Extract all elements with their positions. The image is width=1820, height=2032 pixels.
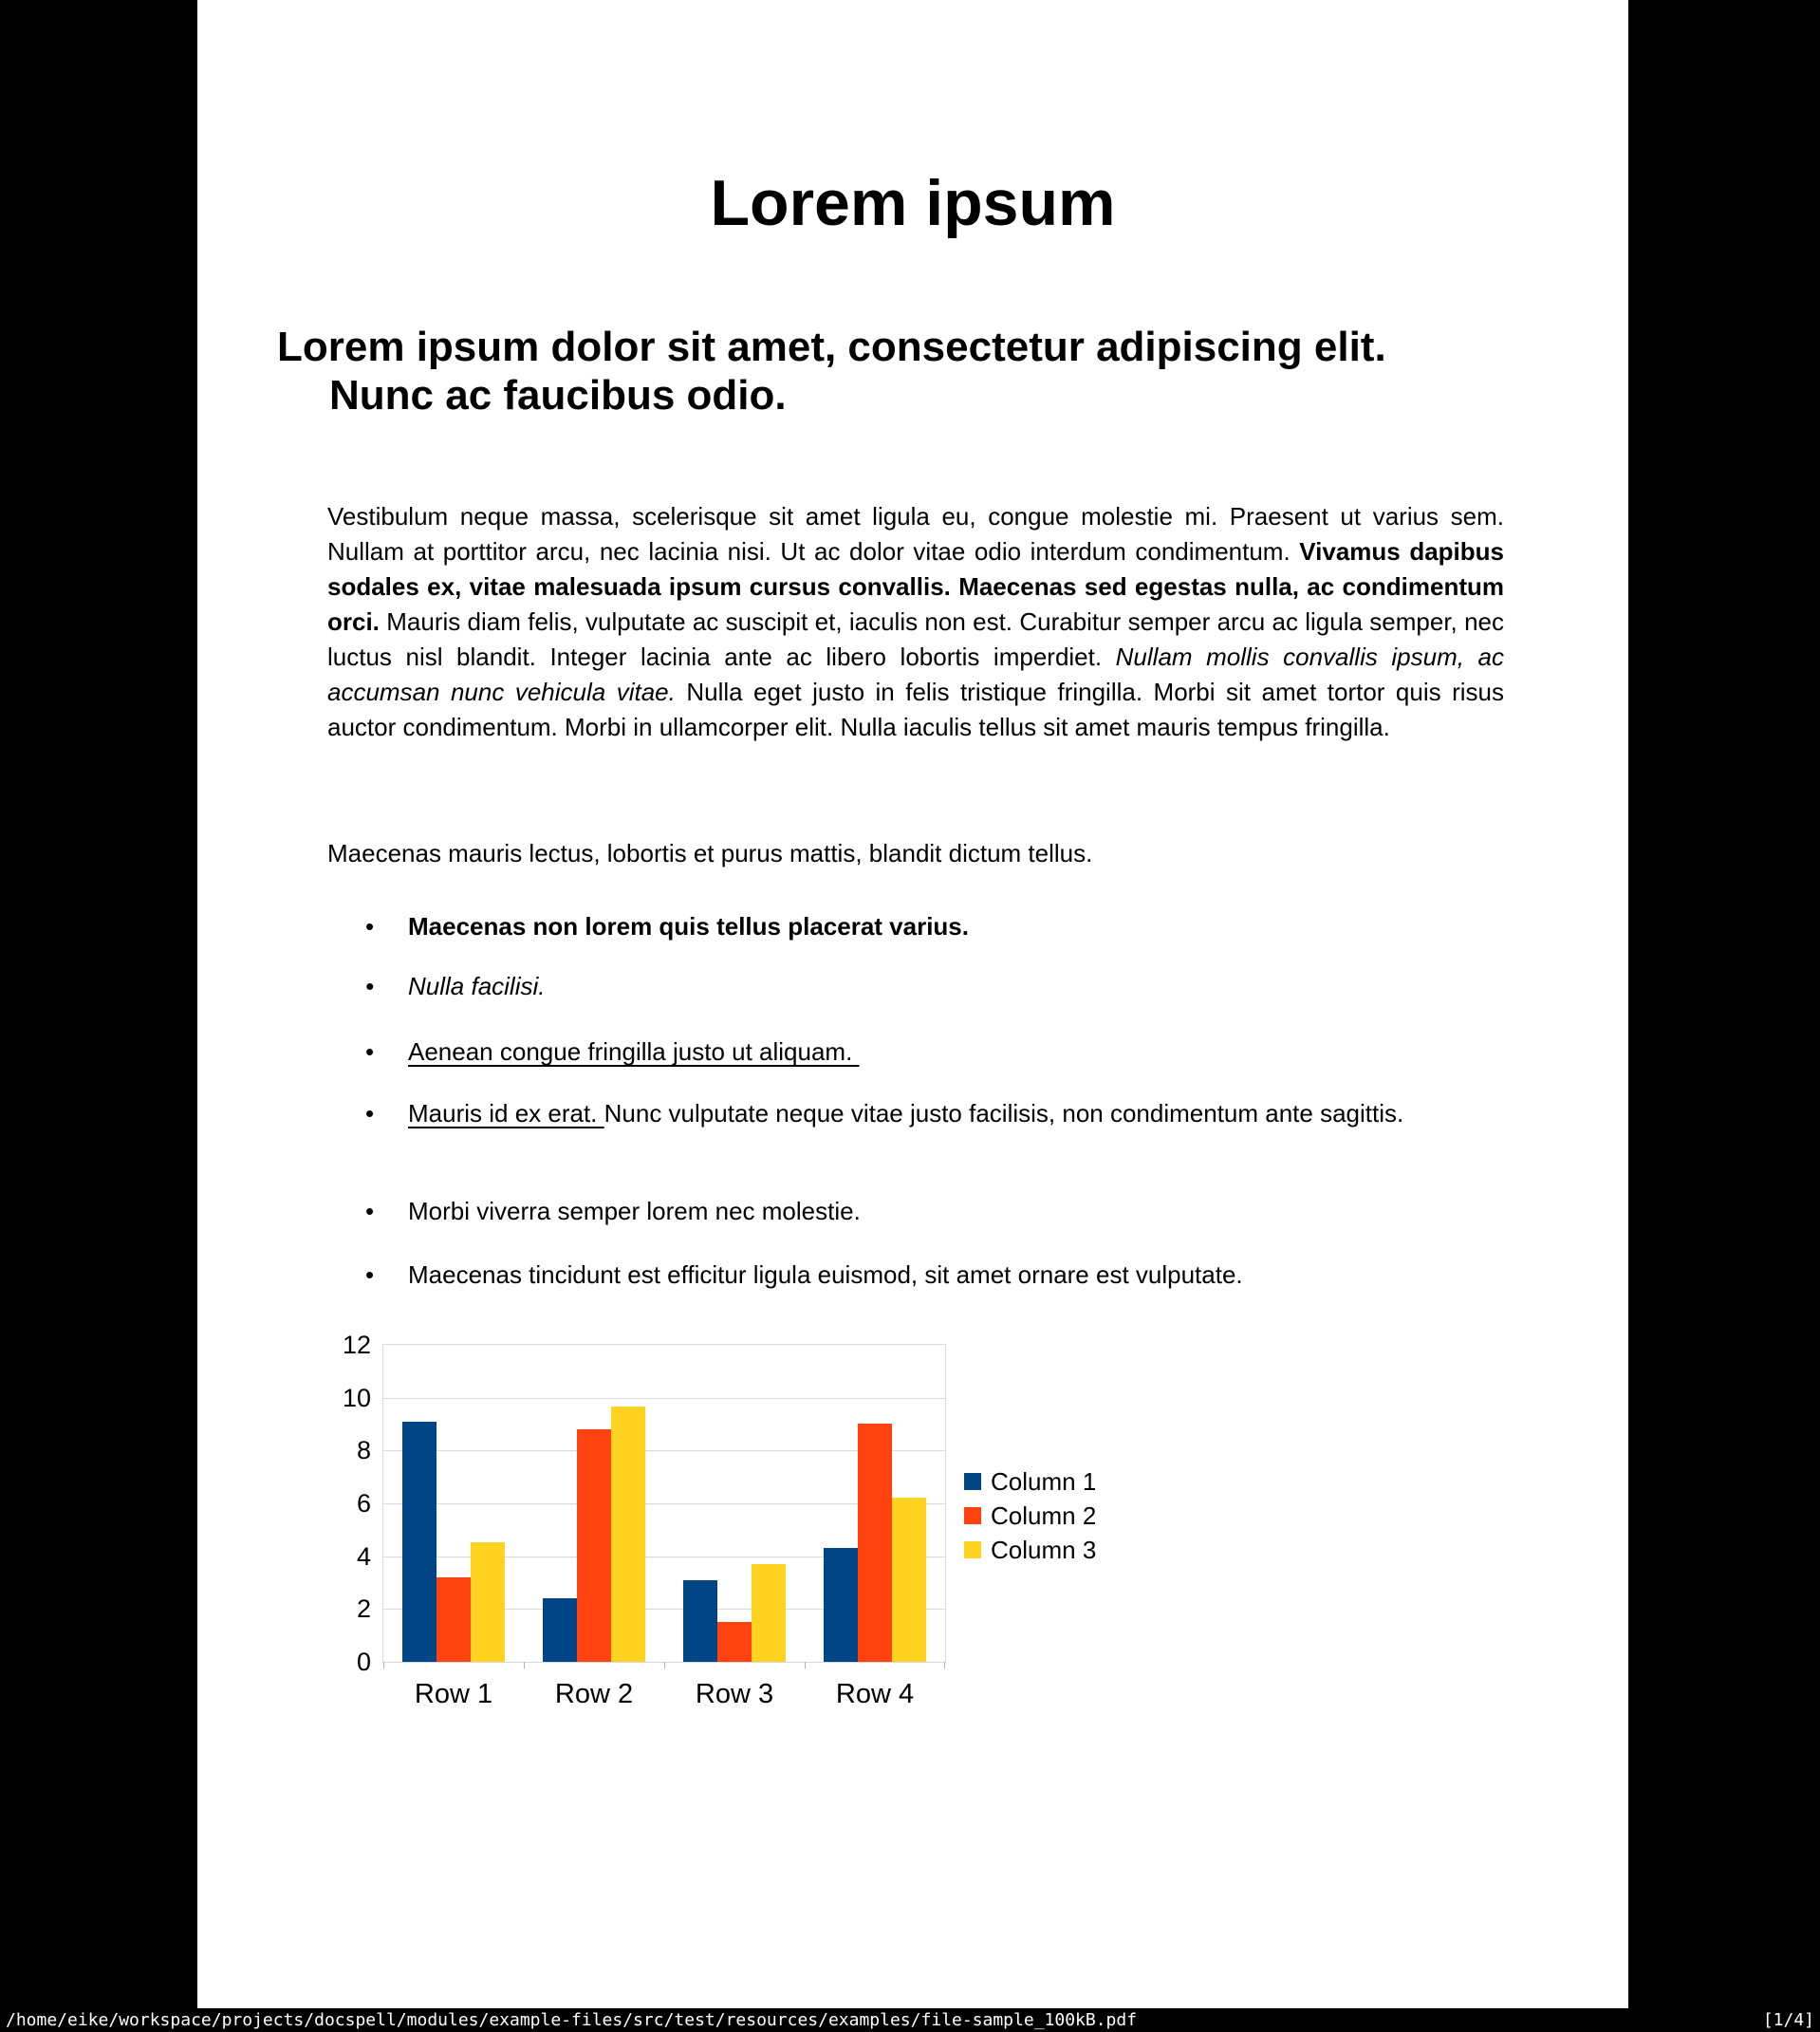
chart-x-label: Row 3 [695,1679,774,1709]
chart-y-tick-label: 0 [356,1648,371,1676]
bullet-item [365,1191,1504,1232]
chart-bar-column-2-row-2 [577,1429,611,1662]
chart-x-label: Row 4 [835,1679,915,1709]
chart-x-label: Row 2 [554,1679,634,1709]
chart-bar-column-2-row-4 [858,1424,892,1662]
bullet-item [365,1032,1504,1072]
heading-line-1: Lorem ipsum dolor sit amet, consectetur adipiscing elit. [277,324,1386,370]
chart-x-axis-tick [383,1662,384,1668]
status-bar [0,2008,1820,2032]
text-segment-bold: Vivamus dapibus sodales ex, vitae malesuada ipsum cursus convallis. Maecenas sed egestas nulla, ac condimentum orci. [327,537,1505,636]
text-segment-regular: Nulla eget justo in felis tristique fringilla. Morbi sit amet tortor quis risus auctor condimentum. Morbi in ullamcorper elit. Nulla iaculis tellus sit amet mauris tempus fringilla. [327,678,1504,741]
bullet-item [365,906,1504,947]
chart-bar-column-1-row-4 [824,1548,858,1662]
bullet-marker: • [365,1099,375,1128]
document-title: Lorem ipsum [710,167,1116,239]
legend-label: Column 3 [991,1536,1097,1564]
chart-gridline [383,1398,945,1399]
legend-entry [964,1533,1096,1567]
text-segment-regular: Vestibulum neque massa, scelerisque sit amet ligula eu, congue molestie mi. Praesent ut varius sem. Nullam at porttitor arcu, nec lacinia nisi. Ut ac dolor vitae odio interdum condimentum. [327,502,1504,566]
bullet-item [365,966,1504,1007]
text-segment-underline: Aenean congue fringilla justo ut aliquam. [408,1037,860,1066]
text-segment-regular: Mauris diam felis, vulputate ac suscipit et, iaculis non est. Curabitur semper arcu ac ligula semper, nec luctus nisl blandit. Integer lacinia ante ac libero lobortis imperdiet. [327,607,1504,671]
bullet-marker: • [365,1260,375,1289]
heading-line-2: Nunc ac faucibus odio. [329,372,787,419]
chart-y-tick-label: 8 [356,1436,371,1465]
chart-y-tick-label: 6 [356,1489,371,1518]
chart-x-axis-tick [944,1662,945,1668]
legend-entry [964,1499,1096,1533]
chart-bar-column-2-row-3 [717,1622,752,1662]
chart-bar-column-3-row-3 [752,1564,786,1662]
document-page [197,0,1628,2008]
text-segment-regular: Nunc vulputate neque vitae justo facilisis, non condimentum ante sagittis. [604,1099,1404,1128]
bullet-marker: • [365,1197,375,1225]
bullet-item [365,1093,1504,1134]
bar-chart-plot-area [342,1331,1097,1709]
legend-label: Column 1 [991,1467,1097,1496]
chart-bar-column-3-row-1 [471,1542,505,1662]
file-path: /home/eike/workspace/projects/docspell/modules/example-files/src/test/resources/examples/file-sample_100kB.pdf [6,2010,1138,2030]
bullet-marker: • [365,972,375,1000]
bullet-item [365,1255,1504,1296]
chart-bar-column-1-row-2 [543,1598,577,1662]
chart-bar-column-2-row-1 [436,1577,471,1662]
text-segment-bold: Maecenas non lorem quis tellus placerat varius. [408,912,969,941]
text-segment-italic: Nulla facilisi. [408,972,546,1000]
bullet-marker: • [365,912,375,941]
chart-x-axis-tick [805,1662,806,1668]
legend-swatch [964,1541,981,1558]
legend-entry [964,1464,1096,1499]
body-paragraph [327,499,1504,745]
text-segment-underline: Mauris id ex erat. [408,1099,604,1128]
text-segment-regular: Maecenas tincidunt est efficitur ligula euismod, sit amet ornare est vulputate. [408,1260,1243,1289]
chart-x-axis-tick [664,1662,665,1668]
chart-legend [964,1464,1096,1567]
document-heading [197,323,1559,419]
chart-bar-column-3-row-2 [611,1407,645,1662]
text-segment-italic: Nullam mollis convallis ipsum, ac accumsan nunc vehicula vitae. [327,643,1504,706]
legend-label: Column 2 [991,1501,1097,1530]
legend-swatch [964,1507,981,1524]
chart-bar-column-3-row-4 [892,1498,926,1662]
chart-y-tick-label: 4 [356,1541,371,1571]
legend-swatch [964,1473,981,1490]
chart-y-tick-label: 10 [342,1383,371,1412]
chart-y-tick-label: 12 [342,1331,371,1359]
chart-x-label: Row 1 [414,1679,493,1709]
chart-bar-column-1-row-1 [402,1422,436,1662]
chart-x-axis-tick [524,1662,525,1668]
chart-bar-column-1-row-3 [683,1580,717,1662]
body-paragraph: Maecenas mauris lectus, lobortis et purus mattis, blandit dictum tellus. [327,839,1093,867]
text-segment-regular: Morbi viverra semper lorem nec molestie. [408,1197,861,1225]
chart-y-tick-label: 2 [356,1594,371,1624]
bullet-marker: • [365,1037,375,1066]
page-indicator: [1/4] [1762,2010,1814,2030]
